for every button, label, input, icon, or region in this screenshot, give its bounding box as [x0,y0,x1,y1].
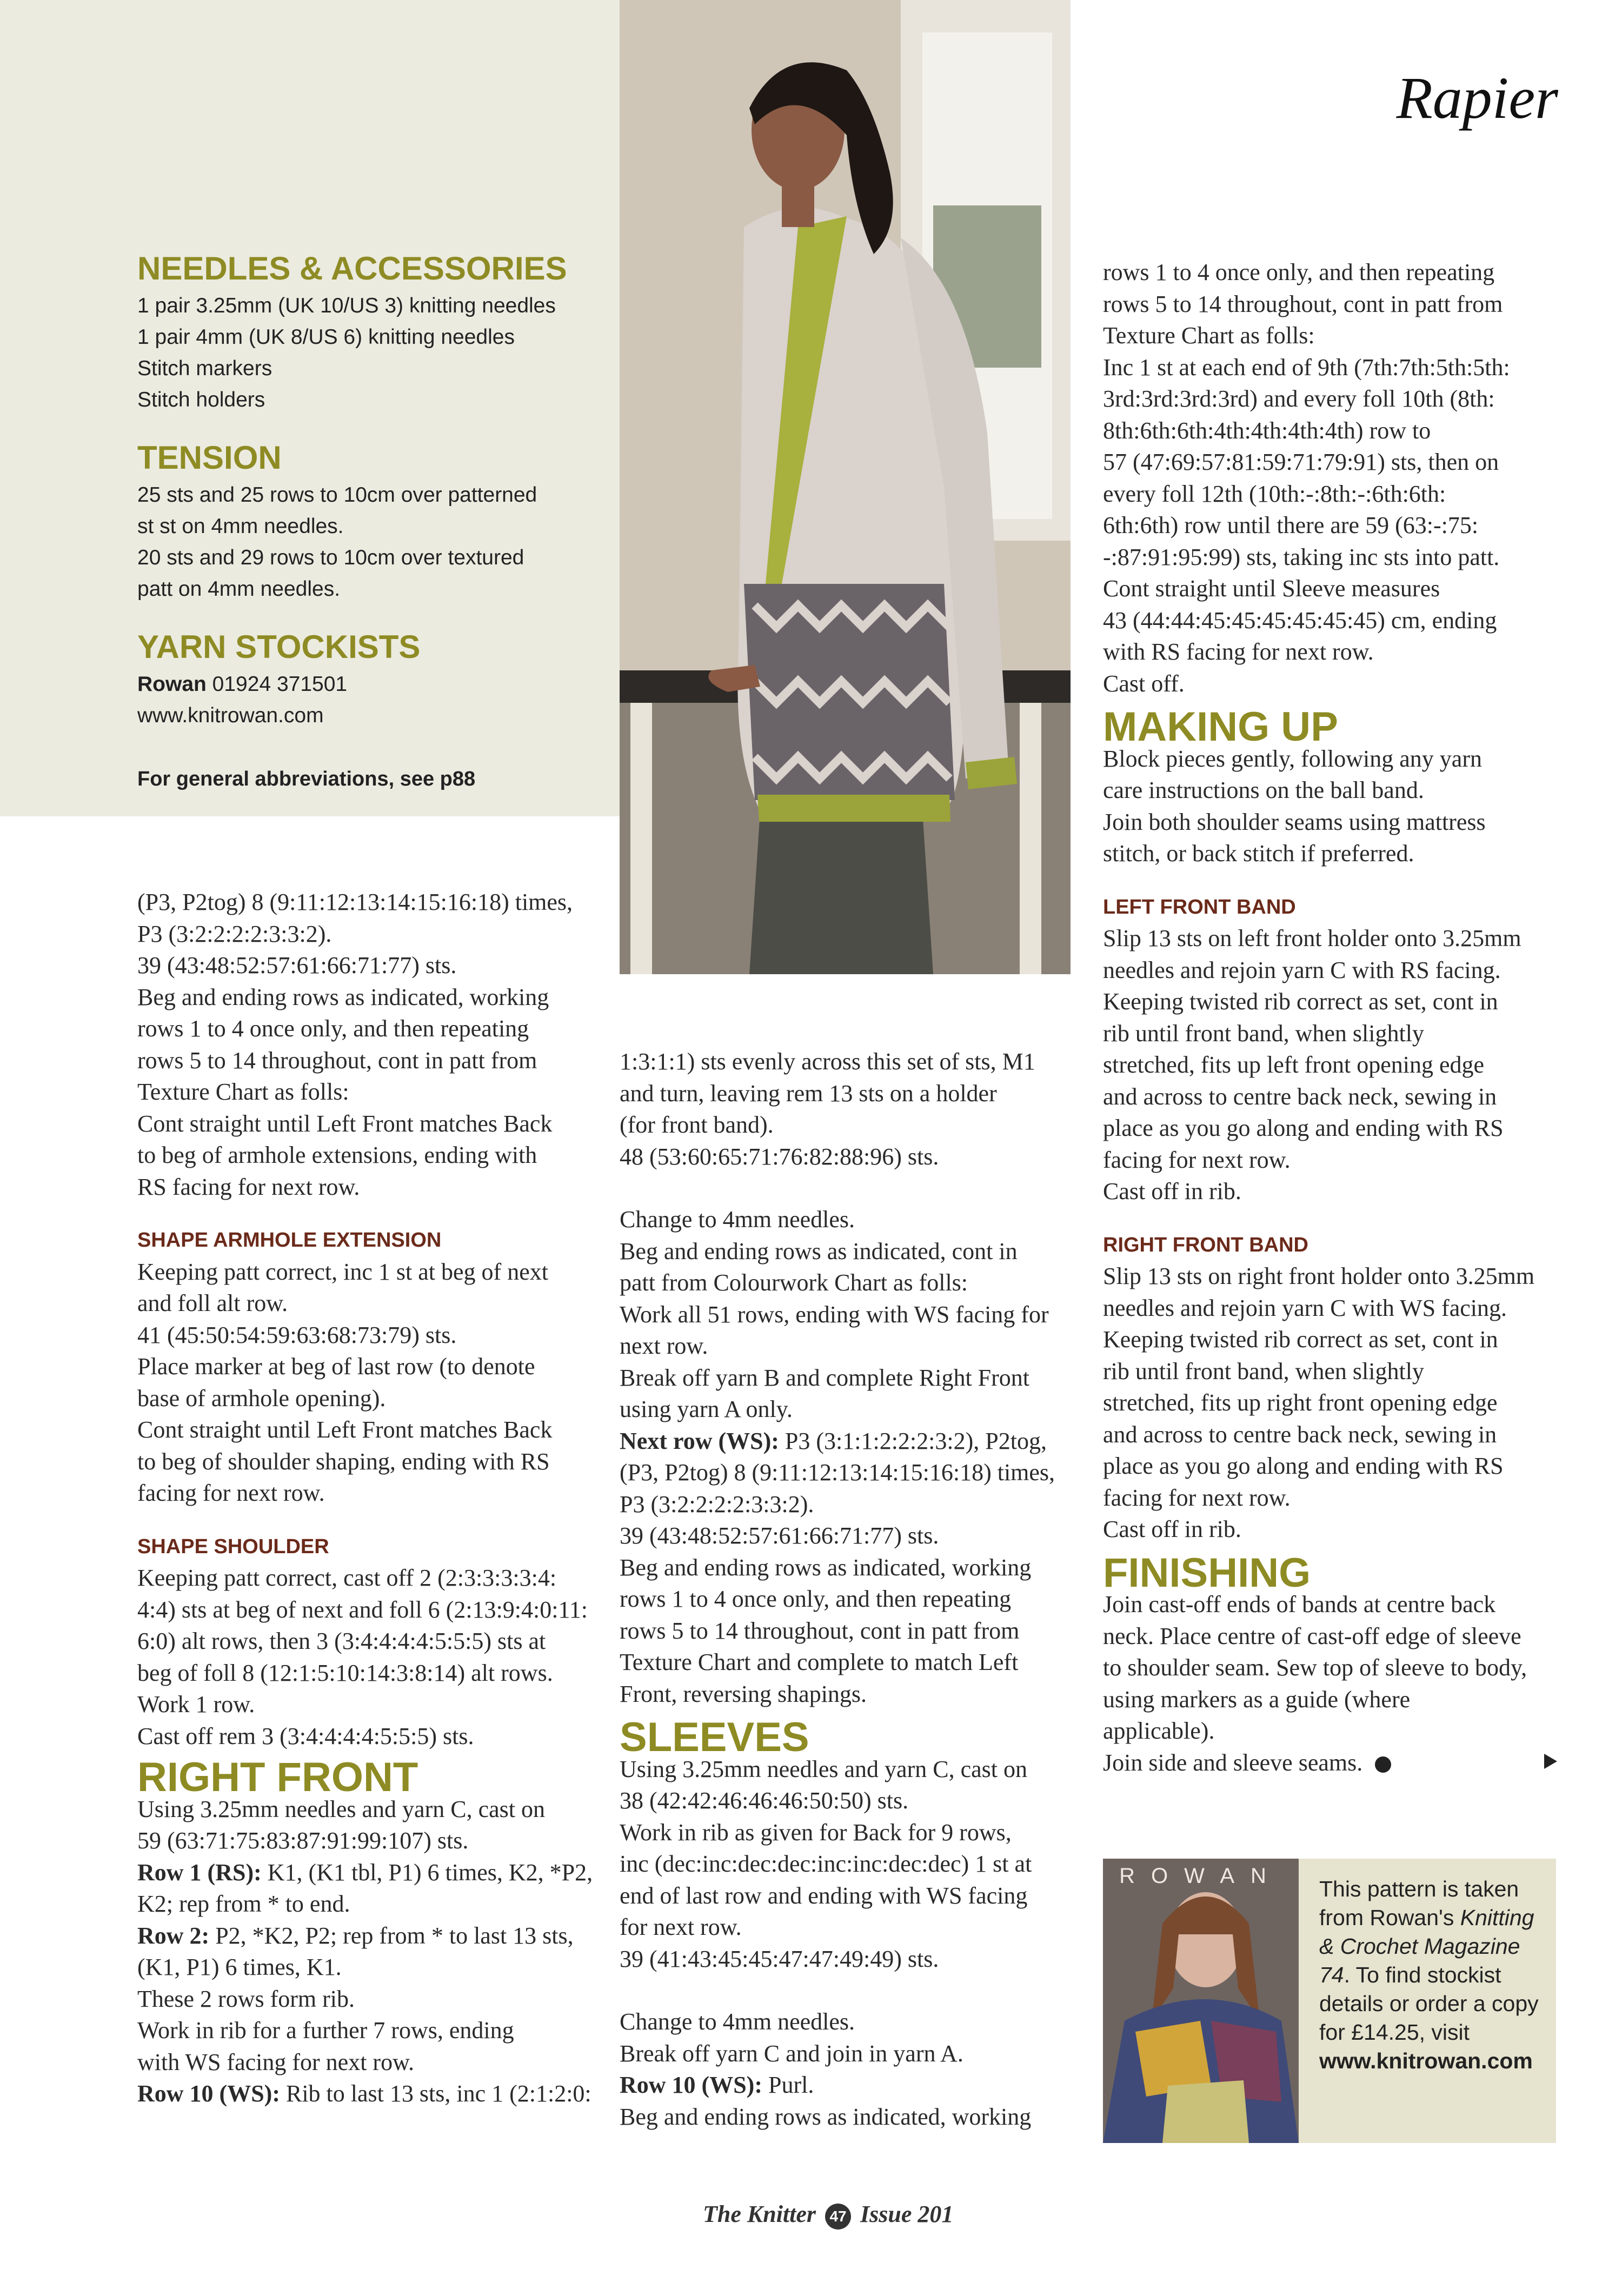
footer-issue: Issue 201 [860,2201,954,2227]
text-line: Texture Chart as folls: [1103,322,1315,349]
text-line: Work in rib as given for Back for 9 rows, [620,1819,1012,1846]
text-line: 6th:6th) row until there are 59 (63:-:75: [1103,512,1479,538]
text-line: Join both shoulder seams using mattress [1103,808,1486,835]
text-line: rows 1 to 4 once only, and then repeating [137,1015,529,1042]
text-line: Texture Chart and complete to match Left [620,1649,1019,1675]
row-label: Next row (WS): [620,1427,779,1454]
column-3 [1103,257,1568,1779]
text-line: Cast off in rib. [1103,1178,1241,1204]
text-line: K2; rep from * to end. [137,1891,350,1917]
text-line: 3rd:3rd:3rd:3rd) and every foll 10th (8th: [1103,385,1495,412]
text-line: end of last row and ending with WS facing [620,1882,1028,1909]
text-line: Using 3.25mm needles and yarn C, cast on [137,1795,545,1822]
footer-magazine: The Knitter [703,2201,816,2227]
text-line: and turn, leaving rem 13 sts on a holder [620,1080,997,1107]
abbreviations-note: For general abbreviations, see p88 [137,768,476,790]
end-mark-icon [1375,1756,1391,1773]
right-front-heading: RIGHT FRONT [137,1754,418,1800]
text-line: inc (dec:inc:dec:dec:inc:inc:dec:dec) 1 st at [620,1851,1032,1877]
text-line: Work in rib for a further 7 rows, ending [137,2017,514,2044]
text-line: 39 (43:48:52:57:61:66:71:77) sts. [137,952,457,979]
stockists-heading: YARN STOCKISTS [137,629,421,665]
text-line: rows 1 to 4 once only, and then repeating [1103,259,1495,285]
shoulder-heading: SHAPE SHOULDER [137,1535,329,1558]
text-line: -:87:91:95:99) sts, taking inc sts into patt. [1103,543,1500,570]
text-line: using yarn A only. [620,1396,793,1422]
text-line: Keeping twisted rib correct as set, cont in [1103,988,1498,1015]
sleeves-heading: SLEEVES [620,1714,809,1760]
armhole-heading: SHAPE ARMHOLE EXTENSION [137,1229,442,1252]
text-line: and foll alt row. [137,1290,288,1316]
text-line: for next row. [620,1914,742,1940]
text-line: Using 3.25mm needles and yarn C, cast on [620,1755,1027,1782]
text-line: rows 5 to 14 throughout, cont in patt from [137,1047,537,1074]
text-line: Work all 51 rows, ending with WS facing for [620,1301,1049,1328]
text-line: (K1, P1) 6 times, K1. [137,1954,342,1980]
text-line: needles and rejoin yarn C with WS facing. [1103,1294,1507,1321]
text-line: 57 (47:69:57:81:59:71:79:91) sts, then on [1103,449,1499,475]
needles-list [137,290,613,416]
magazine-cover-image [1103,1859,1299,2143]
text-line: Front, reversing shapings. [620,1680,867,1707]
promo-link[interactable]: www.knitrowan.com [1319,2048,1533,2073]
text-line: K1, (K1 tbl, P1) 6 times, K2, *P2, [261,1859,593,1886]
needles-line: Stitch markers [137,357,272,380]
tension-line: 20 sts and 29 rows to 10cm over textured [137,546,524,569]
text-line: base of armhole opening). [137,1385,386,1412]
text-line: RS facing for next row. [137,1173,360,1200]
text-line: patt from Colourwork Chart as folls: [620,1269,968,1296]
text-line: and across to centre back neck, sewing in [1103,1083,1497,1110]
tension-line: patt on 4mm needles. [137,577,341,601]
text-line: Inc 1 st at each end of 9th (7th:7th:5th:5th: [1103,354,1510,381]
text-line: 1:3:1:1) sts evenly across this set of sts, M1 [620,1048,1035,1075]
text-line: Beg and ending rows as indicated, working [620,2103,1032,2130]
promo-text [1319,1875,1546,2075]
text-line: with WS facing for next row. [137,2048,414,2075]
text-line: Beg and ending rows as indicated, cont in [620,1237,1018,1265]
text-line: Rib to last 13 sts, inc 1 (2:1:2:0: [280,2080,591,2107]
text-line: (for front band). [620,1112,774,1138]
continue-arrow-icon [1544,1754,1557,1769]
text-line: neck. Place centre of cast-off edge of sleeve [1103,1622,1521,1649]
text-line: 39 (41:43:45:45:47:47:49:49) sts. [620,1945,939,1972]
text-line: Join cast-off ends of bands at centre back [1103,1591,1496,1618]
stockists-text [137,669,613,731]
needles-line: 1 pair 4mm (UK 8/US 6) knitting needles [137,325,515,349]
text-line: 38 (42:42:46:46:46:50:50) sts. [620,1787,909,1814]
left-band-heading: LEFT FRONT BAND [1103,895,1296,919]
text-line: Cont straight until Sleeve measures [1103,575,1440,602]
tension-heading: TENSION [137,440,282,476]
text-line: facing for next row. [1103,1484,1291,1511]
text-line: Change to 4mm needles. [620,1206,855,1233]
text-line: Keeping twisted rib correct as set, cont in [1103,1326,1498,1353]
text-line: P3 (3:1:1:2:2:2:3:2), P2tog, [779,1427,1047,1454]
promo-magazine-name: Knitting & Crochet Magazine 74 [1319,1905,1534,1987]
text-line: Break off yarn C and join in yarn A. [620,2040,963,2067]
text-line: rows 1 to 4 once only, and then repeating [620,1586,1012,1612]
column-2 [620,1046,1085,2133]
text-line: Work 1 row. [137,1691,255,1718]
text-line: place as you go along and ending with RS [1103,1115,1504,1141]
text-line: 59 (63:71:75:83:87:91:99:107) sts. [137,1827,469,1854]
promo-text-part: . To find stockist details or order a copy for £14.25, visit [1319,1962,1539,2045]
text-line: 39 (43:48:52:57:61:66:71:77) sts. [620,1522,939,1549]
text-line: rib until front band, when slightly [1103,1357,1424,1385]
text-line: Cont straight until Left Front matches Back [137,1416,553,1443]
stockist-web[interactable]: www.knitrowan.com [137,704,324,727]
stockists-section [137,628,613,731]
text-line: Cast off in rib. [1103,1516,1241,1542]
text-line: stretched, fits up right front opening edge [1103,1389,1498,1416]
text-line: 6:0) alt rows, then 3 (3:4:4:4:4:5:5:5) sts at [137,1628,546,1654]
text-line: Cast off rem 3 (3:4:4:4:4:5:5:5) sts. [137,1722,474,1749]
text-line: 48 (53:60:65:71:76:82:88:96) sts. [620,1143,939,1170]
text-line: Join side and sleeve seams. [1103,1749,1363,1776]
needles-section [137,250,613,416]
model-photo-illustration [620,0,1071,974]
text-line: with RS facing for next row. [1103,638,1374,665]
text-line: rib until front band, when slightly [1103,1020,1424,1047]
text-line: beg of foll 8 (12:1:5:10:14:3:8:14) alt rows. [137,1659,553,1686]
text-line: Texture Chart as folls: [137,1079,349,1105]
text-line: 8th:6th:6th:4th:4th:4th:4th) row to [1103,417,1431,444]
text-line: and across to centre back neck, sewing in [1103,1421,1497,1448]
row-label: Row 10 (WS): [620,2072,762,2098]
text-line: using markers as a guide (where [1103,1686,1411,1713]
text-line: applicable). [1103,1718,1215,1744]
text-line: Change to 4mm needles. [620,2008,855,2035]
text-line: stitch, or back stitch if preferred. [1103,840,1414,867]
finishing-heading: FINISHING [1103,1549,1311,1596]
right-band-heading: RIGHT FRONT BAND [1103,1233,1308,1256]
text-line: These 2 rows form rib. [137,1985,355,2012]
text-line: (P3, P2tog) 8 (9:11:12:13:14:15:16:18) times, [137,889,573,915]
tension-text [137,480,613,605]
making-up-heading: MAKING UP [1103,704,1338,750]
text-line: 41 (45:50:54:59:63:68:73:79) sts. [137,1321,457,1348]
page-footer [703,2200,973,2230]
text-line: Beg and ending rows as indicated, working [137,983,549,1010]
row-label: Row 10 (WS): [137,2080,280,2107]
text-line: Keeping patt correct, cast off 2 (2:3:3:3:3:4: [137,1565,557,1591]
text-line: (P3, P2tog) 8 (9:11:12:13:14:15:16:18) times, [620,1459,1055,1486]
text-line: to beg of armhole extensions, ending with [137,1142,537,1168]
page-number-badge: 47 [825,2204,851,2230]
text-line: Break off yarn B and complete Right Front [620,1364,1030,1391]
text-line: facing for next row. [137,1480,325,1506]
text-line: 43 (44:44:45:45:45:45:45:45) cm, ending [1103,607,1497,634]
page-title: Rapier [1396,65,1558,131]
promo-text-part: This pattern is taken from Rowan's [1319,1876,1519,1930]
text-line: Place marker at beg of last row (to denote [137,1353,535,1380]
text-line: Cont straight until Left Front matches Back [137,1110,553,1137]
text-line: P3 (3:2:2:2:2:3:3:2). [137,920,332,947]
text-line: Slip 13 sts on left front holder onto 3.25mm [1103,925,1521,951]
tension-line: 25 sts and 25 rows to 10cm over patterned [137,483,537,507]
needles-line: 1 pair 3.25mm (UK 10/US 3) knitting needles [137,294,556,317]
text-line: 4:4) sts at beg of next and foll 6 (2:13:9:4:0:11: [137,1596,588,1623]
needles-heading: NEEDLES & ACCESSORIES [137,250,567,287]
text-line: needles and rejoin yarn C with RS facing. [1103,956,1501,983]
text-line: care instructions on the ball band. [1103,777,1424,803]
text-line: next row. [620,1333,708,1359]
text-line: Cast off. [1103,670,1185,697]
needles-line: Stitch holders [137,388,265,411]
text-line: Slip 13 sts on right front holder onto 3.25mm [1103,1263,1535,1289]
tension-section [137,439,613,605]
row-label: Row 2: [137,1922,210,1949]
text-line: every foll 12th (10th:-:8th:-:6th:6th: [1103,480,1446,507]
text-line: facing for next row. [1103,1146,1291,1173]
stockist-phone: 01924 371501 [206,673,348,696]
tension-line: st st on 4mm needles. [137,515,344,538]
stockist-name: Rowan [137,673,207,696]
text-line: Purl. [762,2072,814,2098]
text-line: to shoulder seam. Sew top of sleeve to body, [1103,1654,1527,1681]
text-line: place as you go along and ending with RS [1103,1453,1504,1479]
text-line: Keeping patt correct, inc 1 st at beg of next [137,1258,548,1285]
text-line: P3 (3:2:2:2:2:3:3:2). [620,1490,814,1518]
text-line: Block pieces gently, following any yarn [1103,745,1482,772]
model-photo [620,0,1071,974]
text-line: rows 5 to 14 throughout, cont in patt from [1103,290,1503,317]
column-1 [137,887,602,2110]
text-line: Beg and ending rows as indicated, working [620,1554,1032,1581]
text-line: to beg of shoulder shaping, ending with RS [137,1448,550,1475]
text-line: stretched, fits up left front opening edge [1103,1051,1485,1078]
magazine-cover-illustration [1103,1859,1299,2143]
text-line: rows 5 to 14 throughout, cont in patt from [620,1617,1020,1644]
row-label: Row 1 (RS): [137,1859,262,1886]
cover-brand: ROWAN [1119,1864,1282,1888]
text-line: P2, *K2, P2; rep from * to last 13 sts, [209,1922,574,1949]
